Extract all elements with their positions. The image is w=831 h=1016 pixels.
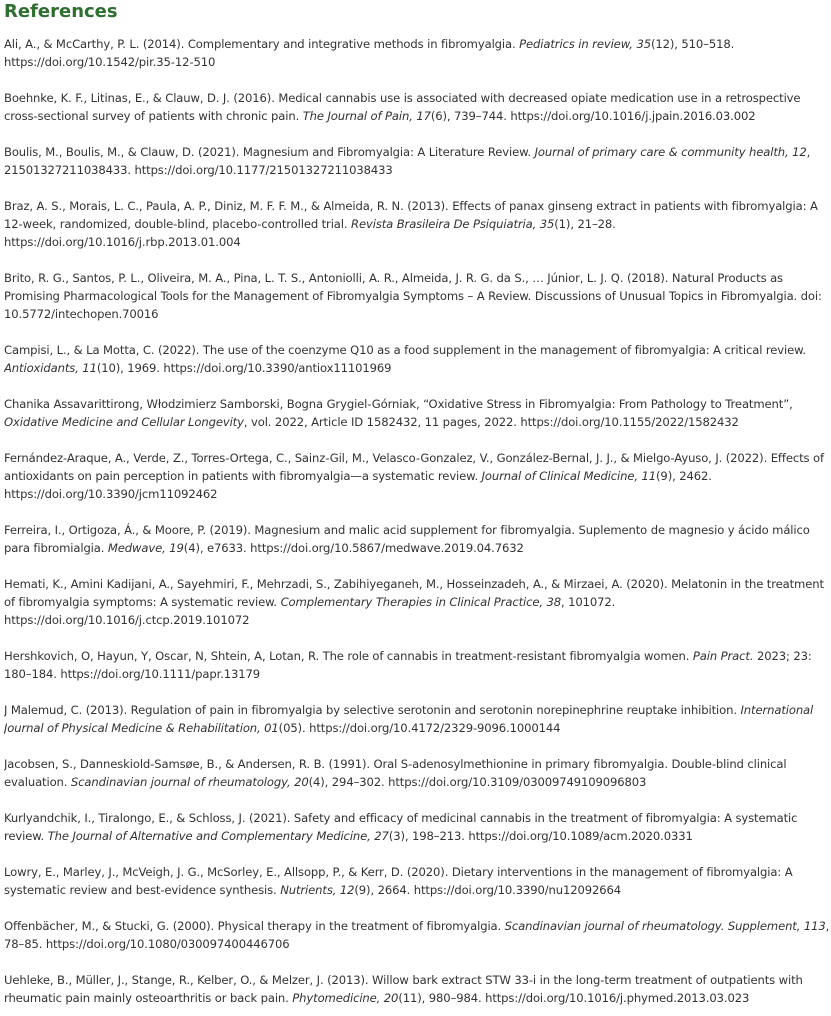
reference-item: Hershkovich, O, Hayun, Y, Oscar, N, Shtein, A, Lotan, R. The role of cannabis in treatment-resistant fibromyalgia women. Pain Pract. 2023; 23: 180–184. https://doi.org/10.1111/papr.13179 bbox=[4, 649, 812, 681]
reference-item: Chanika Assavarittirong, Włodzimierz Samborski, Bogna Grygiel-Górniak, “Oxidative Stress in Fibromyalgia: From Pathology to Treatment”, Oxidative Medicine and Cellular Longevity, vol. 2022, Article ID 1582432, 11 pages, 2022. https://doi.org/10.1155/2022/1582432 bbox=[4, 397, 793, 429]
reference-item: Lowry, E., Marley, J., McVeigh, J. G., McSorley, E., Allsopp, P., & Kerr, D. (2020). Dietary interventions in the management of fibromyalgia: A systematic review and best-evidence synthesis. Nutrients, 12(9), 2664. https://doi.org/10.3390/nu12092664 bbox=[4, 865, 793, 897]
references-heading: References bbox=[4, 1, 118, 22]
reference-item: Offenbächer, M., & Stucki, G. (2000). Physical therapy in the treatment of fibromyalgia. Scandinavian journal of rheumatology. Supplement, 113, 78–85. https://doi.org/10.1080/030097400446706 bbox=[4, 919, 830, 951]
reference-item: Uehleke, B., Müller, J., Stange, R., Kelber, O., & Melzer, J. (2013). Willow bark extract STW 33-i in the long-term treatment of outpatients with rheumatic pain mainly osteoarthritis or back pain. Phytomedicine, 20(11), 980–984. https://doi.org/10.1016/j.phymed.2013.03.023 bbox=[4, 973, 803, 1005]
reference-item: Ali, A., & McCarthy, P. L. (2014). Complementary and integrative methods in fibromyalgia. Pediatrics in review, 35(12), 510–518. https://doi.org/10.1542/pir.35-12-510 bbox=[4, 37, 735, 69]
reference-item: Hemati, K., Amini Kadijani, A., Sayehmiri, F., Mehrzadi, S., Zabihiyeganeh, M., Hosseinzadeh, A., & Mirzaei, A. (2020). Melatonin in the treatment of fibromyalgia symptoms: A systematic review. Complementary Therapies in Clinical Practice, 38, 101072. https://doi.org/10.1016/j.ctcp.2019.101072 bbox=[4, 577, 824, 627]
reference-list bbox=[4, 24, 830, 1016]
reference-item: Campisi, L., & La Motta, C. (2022). The use of the coenzyme Q10 as a food supplement in the management of fibromyalgia: A critical review. Antioxidants, 11(10), 1969. https://doi.org/10.3390/antiox11101969 bbox=[4, 343, 806, 375]
reference-item: J Malemud, C. (2013). Regulation of pain in fibromyalgia by selective serotonin and serotonin norepinephrine reuptake inhibition. International Journal of Physical Medicine & Rehabilitation, 01(05). https://doi.org/10.4172/2329-9096.1000144 bbox=[4, 703, 814, 735]
reference-item: Boulis, M., Boulis, M., & Clauw, D. (2021). Magnesium and Fibromyalgia: A Literature Review. Journal of primary care & community health, 12, 21501327211038433. https://doi.org/10.1177/21501327211038433 bbox=[4, 145, 811, 177]
reference-item: Ferreira, I., Ortigoza, Á., & Moore, P. (2019). Magnesium and malic acid supplement for fibromyalgia. Suplemento de magnesio y ácido málico para fibromialgia. Medwave, 19(4), e7633. https://doi.org/10.5867/medwave.2019.04.7632 bbox=[4, 523, 810, 555]
reference-item: Kurlyandchik, I., Tiralongo, E., & Schloss, J. (2021). Safety and efficacy of medicinal cannabis in the treatment of fibromyalgia: A systematic review. The Journal of Alternative and Complementary Medicine, 27(3), 198–213. https://doi.org/10.1089/acm.2020.0331 bbox=[4, 811, 798, 843]
reference-item: Jacobsen, S., Danneskiold-Samsøe, B., & Andersen, R. B. (1991). Oral S-adenosylmethionine in primary fibromyalgia. Double-blind clinical evaluation. Scandinavian journal of rheumatology, 20(4), 294–302. https://doi.org/10.3109/03009749109096803 bbox=[4, 757, 787, 789]
reference-item: Braz, A. S., Morais, L. C., Paula, A. P., Diniz, M. F. F. M., & Almeida, R. N. (2013). Effects of panax ginseng extract in patients with fibromyalgia: A 12-week, randomized, double-blind, placebo-controlled trial. Revista Brasileira De Psiquiatria, 35(1), 21–28. https://doi.org/10.1016/j.rbp.2013.01.004 bbox=[4, 199, 818, 249]
reference-item: Brito, R. G., Santos, P. L., Oliveira, M. A., Pina, L. T. S., Antoniolli, A. R., Almeida, J. R. G. da S., … Júnior, L. J. Q. (2018). Natural Products as Promising Pharmacological Tools for the Management of Fibromyalgia Symptoms – A Review. Discussions of Unusual Topics in Fibromyalgia. doi: 10.5772/intechopen.70016 bbox=[4, 271, 822, 321]
reference-item: Fernández-Araque, A., Verde, Z., Torres-Ortega, C., Sainz-Gil, M., Velasco-Gonzalez, V., González-Bernal, J. J., & Mielgo-Ayuso, J. (2022). Effects of antioxidants on pain perception in patients with fibromyalgia—a systematic review. Journal of Clinical Medicine, 11(9), 2462. https://doi.org/10.3390/jcm11092462 bbox=[4, 451, 824, 501]
reference-item: Boehnke, K. F., Litinas, E., & Clauw, D. J. (2016). Medical cannabis use is associated with decreased opiate medication use in a retrospective cross-sectional survey of patients with chronic pain. The Journal of Pain, 17(6), 739–744. https://doi.org/10.1016/j.jpain.2016.03.002 bbox=[4, 91, 801, 123]
